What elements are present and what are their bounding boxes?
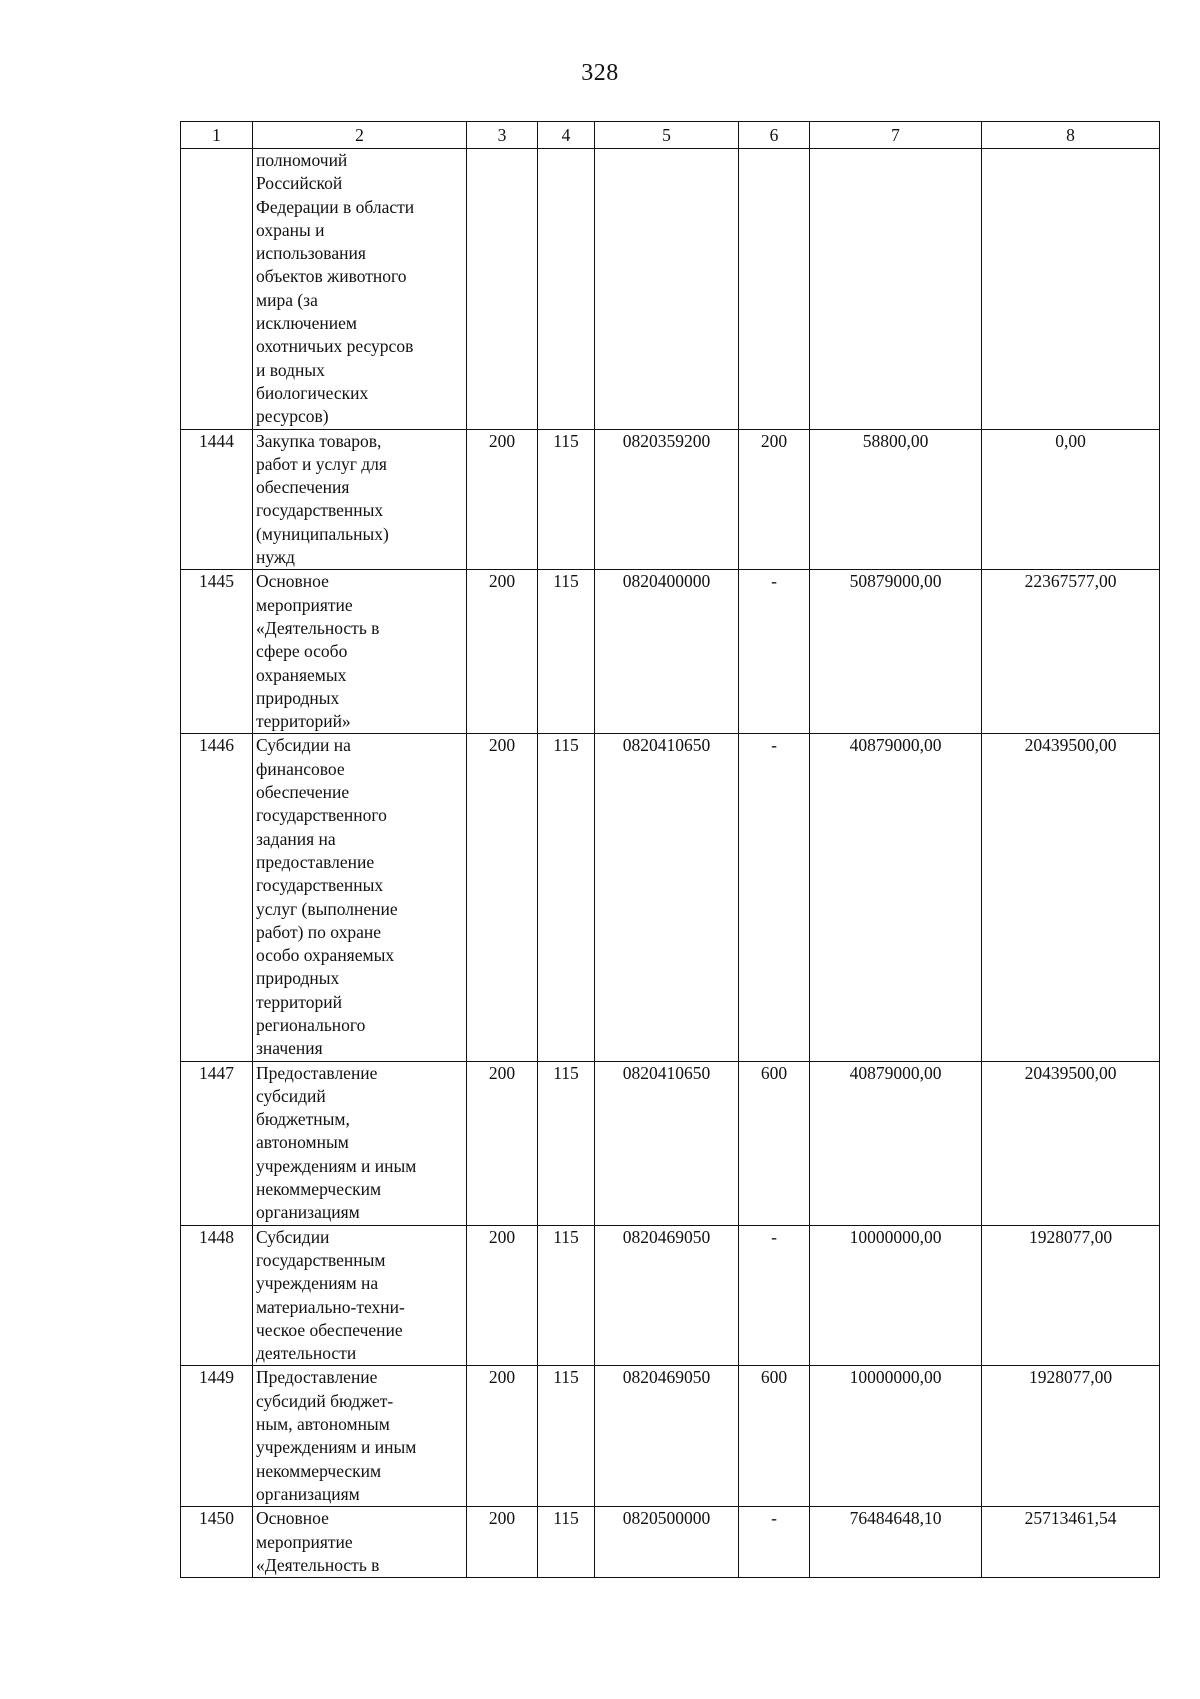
header-col-3: 3 [467,122,538,149]
table-row [181,429,1160,570]
row-col-5: 0820410650 [595,734,739,1061]
header-col-6: 6 [739,122,810,149]
header-col-8: 8 [982,122,1160,149]
row-col-4: 115 [538,570,595,734]
row-col-6: 600 [739,1366,810,1507]
row-col-5: 0820410650 [595,1061,739,1225]
row-number: 1447 [181,1061,253,1225]
row-number: 1450 [181,1507,253,1578]
row-number: 1448 [181,1225,253,1366]
row-col-4: 115 [538,734,595,1061]
row-col-5: 0820400000 [595,570,739,734]
table-row [181,1061,1160,1225]
row-col-8: 20439500,00 [982,1061,1160,1225]
row-col-8: 25713461,54 [982,1507,1160,1578]
header-col-7: 7 [810,122,982,149]
table-row [181,1507,1160,1578]
row-name-text: Предоставление субсидий бюджетным, автономным учреждениям и иным некоммерческим организациям [256,1062,417,1223]
row-col-6: - [739,1507,810,1578]
row-col-6: 600 [739,1061,810,1225]
row-col-3: 200 [467,1061,538,1225]
row-col-6: - [739,570,810,734]
row-col-8: 1928077,00 [982,1225,1160,1366]
row-col-7: 40879000,00 [810,1061,982,1225]
row-col-7: 10000000,00 [810,1366,982,1507]
row-name [253,1366,467,1507]
row-col-8: 20439500,00 [982,734,1160,1061]
row-col-3 [467,149,538,430]
table-row [181,1366,1160,1507]
row-col-8: 0,00 [982,429,1160,570]
row-col-3: 200 [467,1507,538,1578]
row-name [253,1061,467,1225]
row-col-4: 115 [538,429,595,570]
row-name-text: Основное мероприятие «Деятельность в [256,1508,380,1575]
table-row [181,149,1160,430]
row-name [253,1225,467,1366]
row-col-7: 10000000,00 [810,1225,982,1366]
row-col-4: 115 [538,1225,595,1366]
row-col-6: - [739,734,810,1061]
header-col-5: 5 [595,122,739,149]
page-number: 328 [581,60,619,86]
row-name-text: Основное мероприятие «Деятельность в сфере особо охраняемых природных территорий» [256,571,380,732]
row-name-text: Субсидии на финансовое обеспечение государственного задания на предоставление государственных услуг (выполнение работ) по охране особо охраняемых природных территорий регионального значения [256,735,398,1059]
row-name [253,570,467,734]
header-col-1: 1 [181,122,253,149]
row-name-text: Предоставление субсидий бюджет- ным, автономным учреждениям и иным некоммерческим организациям [256,1367,417,1504]
row-col-5: 0820500000 [595,1507,739,1578]
row-col-3: 200 [467,1225,538,1366]
row-col-7: 50879000,00 [810,570,982,734]
row-col-6: 200 [739,429,810,570]
row-col-3: 200 [467,570,538,734]
budget-table [180,121,1160,1578]
row-name [253,149,467,430]
row-col-8: 22367577,00 [982,570,1160,734]
row-col-8: 1928077,00 [982,1366,1160,1507]
row-col-4 [538,149,595,430]
row-number: 1446 [181,734,253,1061]
row-name-text: Закупка товаров, работ и услуг для обеспечения государственных (муниципальных) нужд [256,430,389,568]
row-col-4: 115 [538,1507,595,1578]
row-col-4: 115 [538,1061,595,1225]
row-number: 1444 [181,429,253,570]
header-col-4: 4 [538,122,595,149]
row-col-6: - [739,1225,810,1366]
row-col-3: 200 [467,1366,538,1507]
row-col-8 [982,149,1160,430]
row-name-text: Субсидии государственным учреждениям на материально-техни- ческое обеспечение деятельности [256,1226,405,1364]
row-col-7 [810,149,982,430]
row-number: 1449 [181,1366,253,1507]
header-col-2: 2 [253,122,467,149]
row-col-3: 200 [467,429,538,570]
row-name [253,734,467,1061]
row-col-5 [595,149,739,430]
row-col-7: 76484648,10 [810,1507,982,1578]
row-col-5: 0820469050 [595,1225,739,1366]
table-row [181,1225,1160,1366]
row-number [181,149,253,430]
header-row [181,122,1160,149]
row-name-text: полномочий Российской Федерации в области охраны и использования объектов животного мира (за исключением охотничьих ресурсов и водных биологических ресурсов) [256,150,415,427]
row-col-5: 0820469050 [595,1366,739,1507]
row-name [253,1507,467,1578]
row-name [253,429,467,570]
row-col-6 [739,149,810,430]
table-row [181,570,1160,734]
row-col-7: 40879000,00 [810,734,982,1061]
row-col-4: 115 [538,1366,595,1507]
row-col-7: 58800,00 [810,429,982,570]
row-col-3: 200 [467,734,538,1061]
table-row [181,734,1160,1061]
row-number: 1445 [181,570,253,734]
row-col-5: 0820359200 [595,429,739,570]
